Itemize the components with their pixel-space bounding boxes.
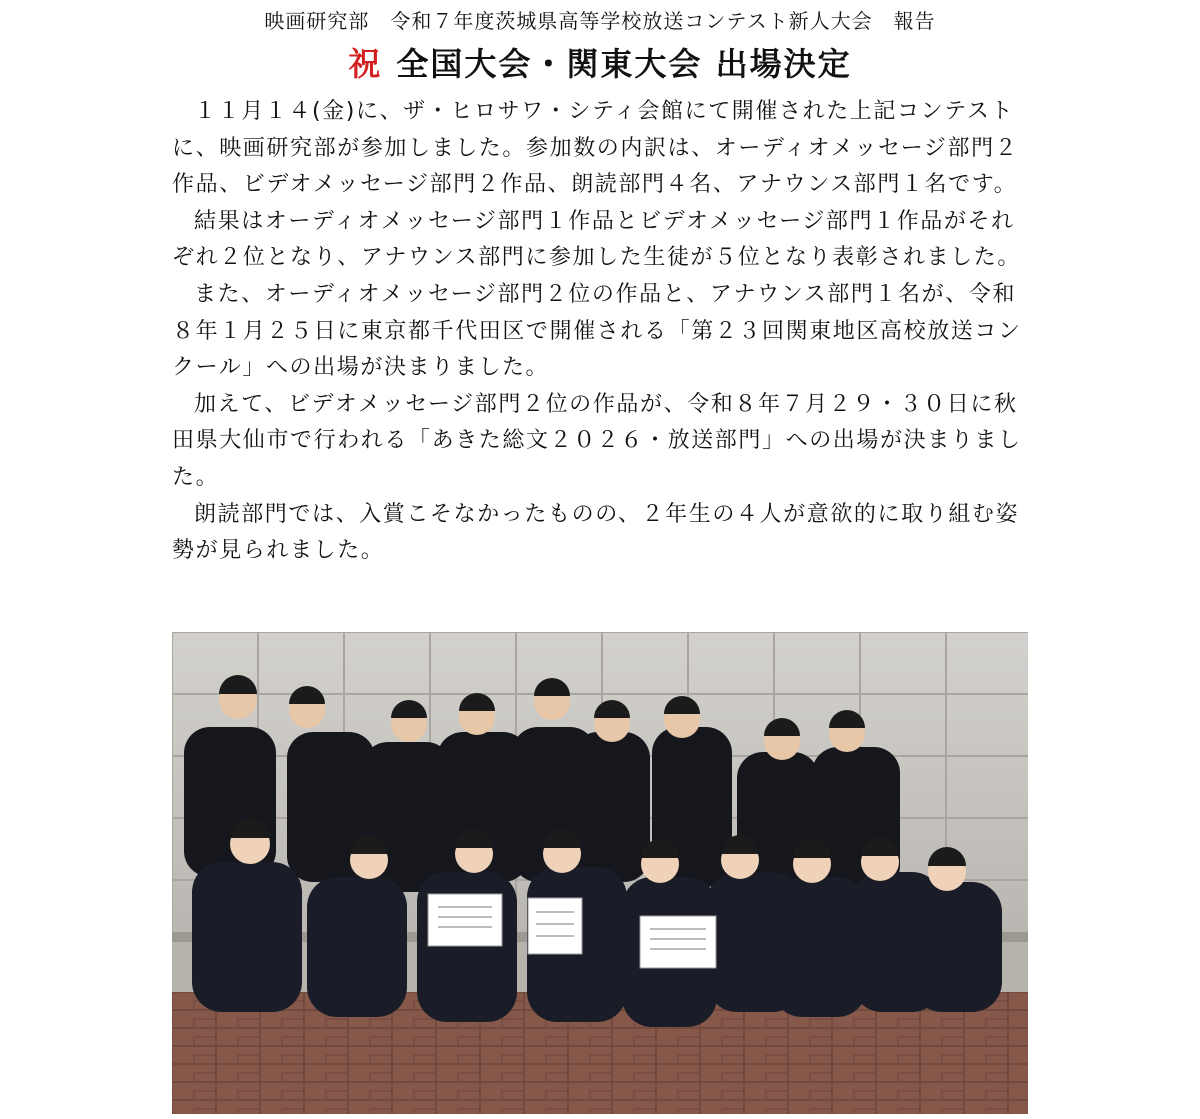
group-photo-illustration bbox=[172, 632, 1028, 1114]
headline bbox=[0, 42, 1200, 86]
paragraph-national: 加えて、ビデオメッセージ部門２位の作品が、令和８年７月２９・３０日に秋田県大仙市で行われる「あきた総文２０２６・放送部門」への出場が決まりました。 bbox=[172, 391, 1022, 490]
group-photo bbox=[172, 632, 1028, 1114]
headline-text: 全国大会・関東大会 出場決定 bbox=[396, 45, 852, 83]
report-header: 映画研究部 令和７年度茨城県高等学校放送コンテスト新人大会 報告 bbox=[264, 9, 936, 33]
paragraph-kanto: また、オーディオメッセージ部門２位の作品と、アナウンス部門１名が、令和８年１月２５日に東京都千代田区で開催される「第２３回関東地区高校放送コンクール」への出場が決まりました。 bbox=[172, 281, 1022, 381]
article-body bbox=[172, 94, 1032, 570]
paragraph-recitation: 朗読部門では、入賞こそなかったものの、２年生の４人が意欲的に取り組む姿勢が見られました。 bbox=[172, 501, 1020, 564]
paragraph-results: 結果はオーディオメッセージ部門１作品とビデオメッセージ部門１作品がそれぞれ２位となり、アナウンス部門に参加した生徒が５位となり表彰されました。 bbox=[172, 208, 1021, 271]
paragraph-overview: １１月１４(金)に、ザ・ヒロサワ・シティ会館にて開催された上記コンテストに、映画研究部が参加しました。参加数の内訳は、オーディオメッセージ部門２作品、ビデオメッセージ部門２作品、朗読部門４名、アナウンス部門１名です。 bbox=[172, 99, 1019, 198]
celebration-mark: 祝 bbox=[348, 45, 383, 83]
